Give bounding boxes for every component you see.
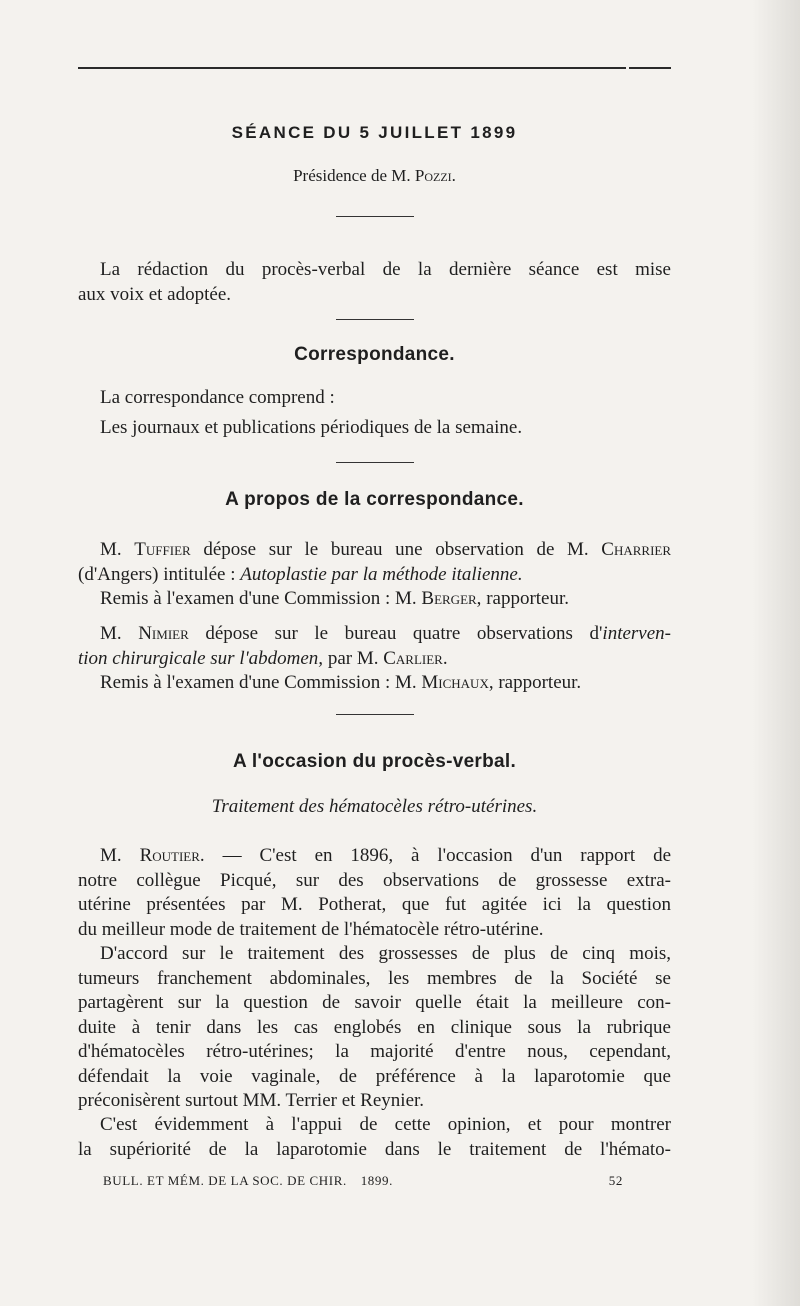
divider-3 xyxy=(336,462,414,463)
p2-line-5: d'hématocèles rétro-utérines; la majorité d'entre nous, cependant, xyxy=(78,1041,671,1062)
heading-apropos: A propos de la correspondance. xyxy=(225,489,524,510)
name-michaux: Michaux, xyxy=(421,672,494,693)
page-footer xyxy=(103,1172,623,1190)
p1-line-4: du meilleur mode de traitement de l'hématocèle rétro-utérine. xyxy=(78,918,544,940)
p2-line-6: défendait la voie vaginale, de préférence à la laparotomie que xyxy=(78,1065,671,1087)
item2-line-3 xyxy=(78,671,671,696)
p1-line-2: notre collègue Picqué, sur des observations de grossesse extra- xyxy=(78,869,671,891)
name-routier: Routier. xyxy=(139,845,205,866)
item1-text-1: dépose sur le bureau une observation de M. xyxy=(203,539,589,560)
heading-correspondance: Correspondance. xyxy=(294,344,455,365)
occasion-paragraph-1 xyxy=(78,844,671,942)
item2-title-1: interven- xyxy=(602,623,671,644)
subheading-traitement xyxy=(78,795,671,819)
page-number: 52 xyxy=(608,1173,623,1188)
item2-rapporteur: rapporteur. xyxy=(498,672,582,693)
p1-line-1 xyxy=(78,844,671,869)
name-carlier: Carlier. xyxy=(383,647,448,669)
p1-line-3: utérine présentées par M. Potherat, que fut agitée ici la question xyxy=(78,894,671,915)
correspondance-paragraph xyxy=(78,386,671,440)
p1-m: M. xyxy=(100,845,122,866)
p2-line-7: préconisèrent surtout MM. Terrier et Reynier. xyxy=(78,1090,425,1111)
top-rule xyxy=(78,67,671,69)
item2-line-1 xyxy=(78,622,671,647)
item2-par: par M. xyxy=(327,647,379,669)
page-edge-shadow xyxy=(752,0,800,1306)
item2-m: M. xyxy=(100,623,122,644)
item1-remis: Remis à l'examen d'une Commission : M. xyxy=(100,588,417,609)
divider-2 xyxy=(336,319,414,320)
item1-rapporteur: rapporteur. xyxy=(486,588,570,609)
page-title: SÉANCE DU 5 JUILLET 1899 xyxy=(231,123,518,142)
name-charrier: Charrier xyxy=(601,539,672,560)
item2-title-2: tion chirurgicale sur l'abdomen, xyxy=(78,647,324,669)
item1-line-1 xyxy=(78,538,671,563)
item2-text-1: dépose sur le bureau quatre observations d' xyxy=(205,623,603,644)
item1-title: Autoplastie par la méthode italienne. xyxy=(240,563,523,585)
apropos-item-1 xyxy=(78,538,671,612)
footer-journal: BULL. ET MÉM. DE LA SOC. DE CHIR. xyxy=(103,1173,347,1188)
presidence-text: Présidence de M. xyxy=(293,166,411,185)
subheading-text: Traitement des hématocèles rétro-utérines. xyxy=(211,796,538,817)
divider-1 xyxy=(336,216,414,217)
p3-line-1: C'est évidemment à l'appui de cette opinion, et pour montrer xyxy=(100,1114,671,1135)
p2-line-2: tumeurs franchement abdominales, les membres de la Société se xyxy=(78,967,671,989)
p1-text-1: — C'est en 1896, à l'occasion d'un rapport de xyxy=(222,845,672,866)
name-tuffier: Tuffier xyxy=(134,539,191,560)
correspondance-line-2: Les journaux et publications périodiques de la semaine. xyxy=(100,416,523,438)
correspondance-line-1: La correspondance comprend : xyxy=(100,387,335,408)
occasion-paragraph-2 xyxy=(78,942,671,1114)
footer-year: 1899. xyxy=(360,1173,393,1188)
presidence-line xyxy=(78,165,671,187)
item1-text-2: (d'Angers) intitulée : xyxy=(78,563,236,585)
item1-line-3 xyxy=(78,587,671,612)
p3-line-2: la supériorité de la laparotomie dans le traitement de l'hémato- xyxy=(78,1138,671,1160)
item1-m: M. xyxy=(100,539,122,560)
opening-line-2: aux voix et adoptée. xyxy=(78,283,232,305)
p2-line-3: partagèrent sur la question de savoir quelle était la meilleure con- xyxy=(78,992,671,1013)
item1-line-2 xyxy=(78,563,671,588)
apropos-item-2 xyxy=(78,622,671,696)
p2-line-4: duite à tenir dans les cas englobés en clinique sous la rubrique xyxy=(78,1016,671,1038)
name-berger: Berger, xyxy=(421,588,482,609)
name-nimier: Nimier xyxy=(138,623,189,644)
p2-line-1: D'accord sur le traitement des grossesses de plus de cinq mois, xyxy=(100,943,671,964)
president-name: Pozzi. xyxy=(414,166,456,185)
item2-remis: Remis à l'examen d'une Commission : M. xyxy=(100,672,417,693)
divider-4 xyxy=(336,714,414,715)
heading-occasion: A l'occasion du procès-verbal. xyxy=(232,751,517,772)
opening-line-1: La rédaction du procès-verbal de la dernière séance est mise xyxy=(100,259,671,280)
opening-paragraph xyxy=(78,258,671,307)
item2-line-2 xyxy=(78,647,671,672)
occasion-paragraph-3 xyxy=(78,1113,671,1162)
